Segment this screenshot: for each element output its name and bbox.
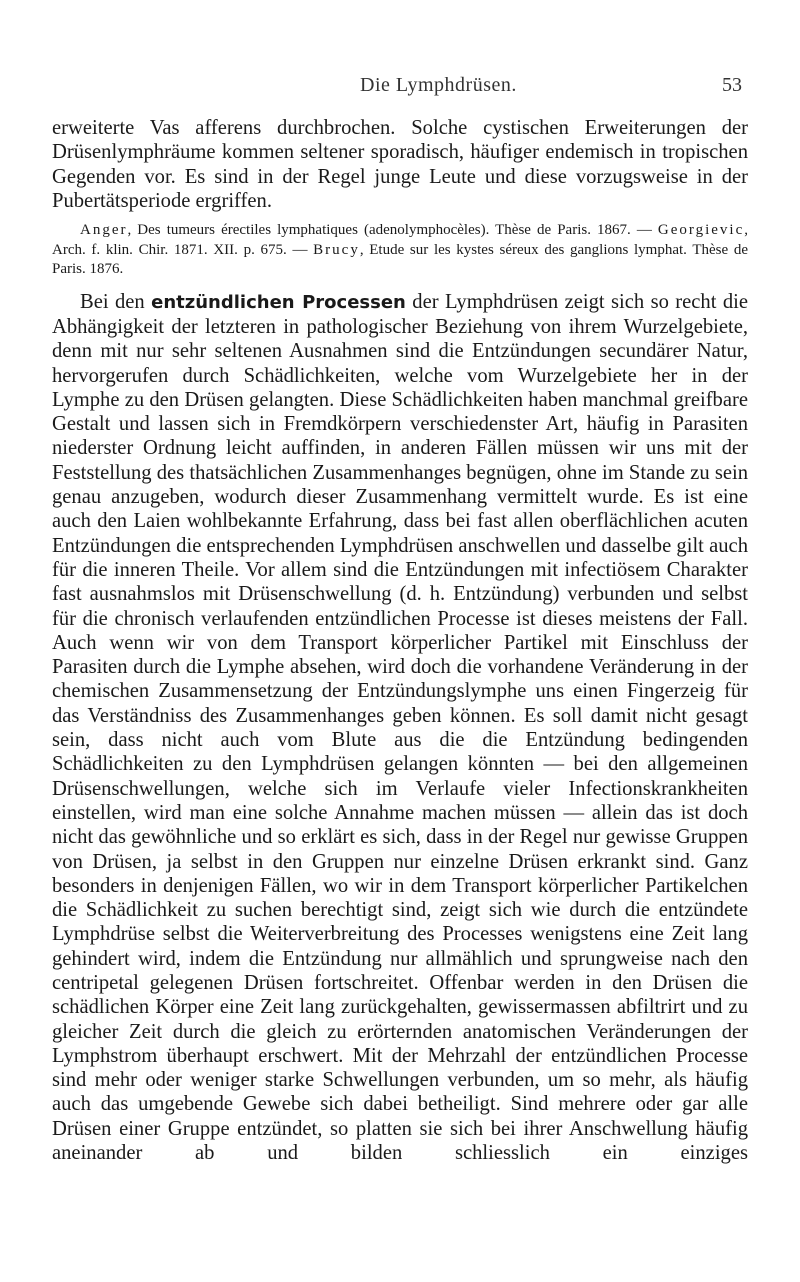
paragraph-cystic-dilatation: erweiterte Vas afferens durchbrochen. Solche cystischen Erweiterungen der Drüsenlymphräume kommen seltener sporadisch, häufiger endemisch in tropischen Gegenden vor. Es sind in der Regel junge Leute und diese vorzugsweise in der Pubertätsperiode ergriffen. — [52, 117, 748, 212]
paragraph-lead: Bei den — [80, 290, 152, 313]
emphasized-term: entzündlichen Processen — [151, 291, 406, 313]
running-head — [0, 74, 800, 104]
ref-author-brucy: Brucy — [313, 241, 360, 258]
body-text — [52, 116, 748, 1165]
paragraph-body: der Lymphdrüsen zeigt sich so recht die Abhängigkeit der letzteren in pathologischer Beziehung von ihrem Wurzelgebiete, denn mit nur sehr seltenen Ausnahmen sind die Entzündungen secundärer Natur, hervorgerufen durch Schädlichkeiten, welche vom Wurzelgebiete her in der Lymphe zu den Drüsen gelangten. Diese Schädlichkeiten haben manchmal greifbare Gestalt und lassen sich in Fremdkörpern verschiedenster Art, häufig in Parasiten niederster Ordnung leicht auffinden, in anderen Fällen müssen wir uns mit der Feststellung des thatsächlichen Zusammenhanges begnügen, ohne im Stande zu sein genau anzugeben, wodurch dieser Zusammenhang vermittelt wurde. Es ist eine auch den Laien wohlbekannte Erfahrung, dass bei fast allen oberflächlichen acuten Entzündungen die entsprechenden Lymphdrüsen anschwellen und dasselbe gilt auch für die inneren Theile. Vor allem sind die Entzündungen mit infectiösem Charakter fast ausnahmslos mit Drüsenschwellung (d. h. Entzündung) verbunden und selbst für die chronisch verlaufenden entzündlichen Processe ist dieses meistens der Fall. Auch wenn wir von dem Transport körperlicher Partikel mit Einschluss der Parasiten durch die Lymphe absehen, wird doch die vorhandene Veränderung in der chemischen Zusammensetzung der Entzündungslymphe uns einen Fingerzeig für das Verständniss des Zusammenhanges geben können. Es soll damit nicht gesagt sein, dass nicht auch vom Blute aus die die Entzündung bedingenden Schädlichkeiten zu den Lymphdrüsen gelangen könnten — bei den allgemeinen Drüsenschwellungen, welche sich im Verlaufe vieler Infectionskrankheiten einstellen, wird man eine solche Annahme machen müssen — allein das ist doch nicht das gewöhnliche und so erklärt es sich, dass in der Regel nur gewisse Gruppen von Drüsen, ja selbst in den Gruppen nur einzelne Drüsen erkrankt sind. Ganz besonders in denjenigen Fällen, wo wir in dem Transport körperlicher Partikelchen die Schädlichkeit zu suchen berechtigt sind, zeigt sich wie durch die entzündete Lymphdrüse selbst die Weiterverbreitung des Processes wenigstens eine Zeit lang gehindert wird, indem die Entzündung nur allmählich und sprungweise nach den centripetal gelegenen Drüsen fortschreitet. Offenbar werden in den Drüsen die schädlichen Körper eine Zeit lang zurückgehalten, gewissermassen abfiltrirt und zu gleicher Zeit durch die gleich zu erörternden anatomischen Veränderungen der Lymphstrom überhaupt erschwert. Mit der Mehrzahl der entzündlichen Processe sind mehr oder weniger starke Schwellungen verbunden, um so mehr, als häufig auch das umgebende Gewebe sich dabei betheiligt. Sind mehrere oder gar alle Drüsen einer Gruppe entzündet, so platten sie sich bei ihrer Anschwellung häufig aneinander ab und bilden schliesslich ein einziges — [52, 290, 748, 1165]
running-title: Die Lymphdrüsen. — [360, 74, 517, 96]
ref-author-georgievic: Georgievic — [657, 222, 745, 239]
paragraph-inflammatory-processes — [52, 290, 748, 1166]
ref-text-anger: , Des tumeurs érectiles lymphatiques (adenolymphocèles). Thèse de Paris. 1867. — — [127, 222, 658, 239]
page-number: 53 — [722, 74, 742, 96]
bibliography-references — [52, 221, 748, 280]
ref-text-georgievic: , Arch. f. klin. Chir. 1871. XII. p. 675. — — [52, 222, 748, 258]
ref-text-brucy: , Etude sur les kystes séreux des ganglions lymphat. Thèse de Paris. 1876. — [52, 241, 748, 278]
ref-author-anger: Anger — [80, 222, 128, 239]
